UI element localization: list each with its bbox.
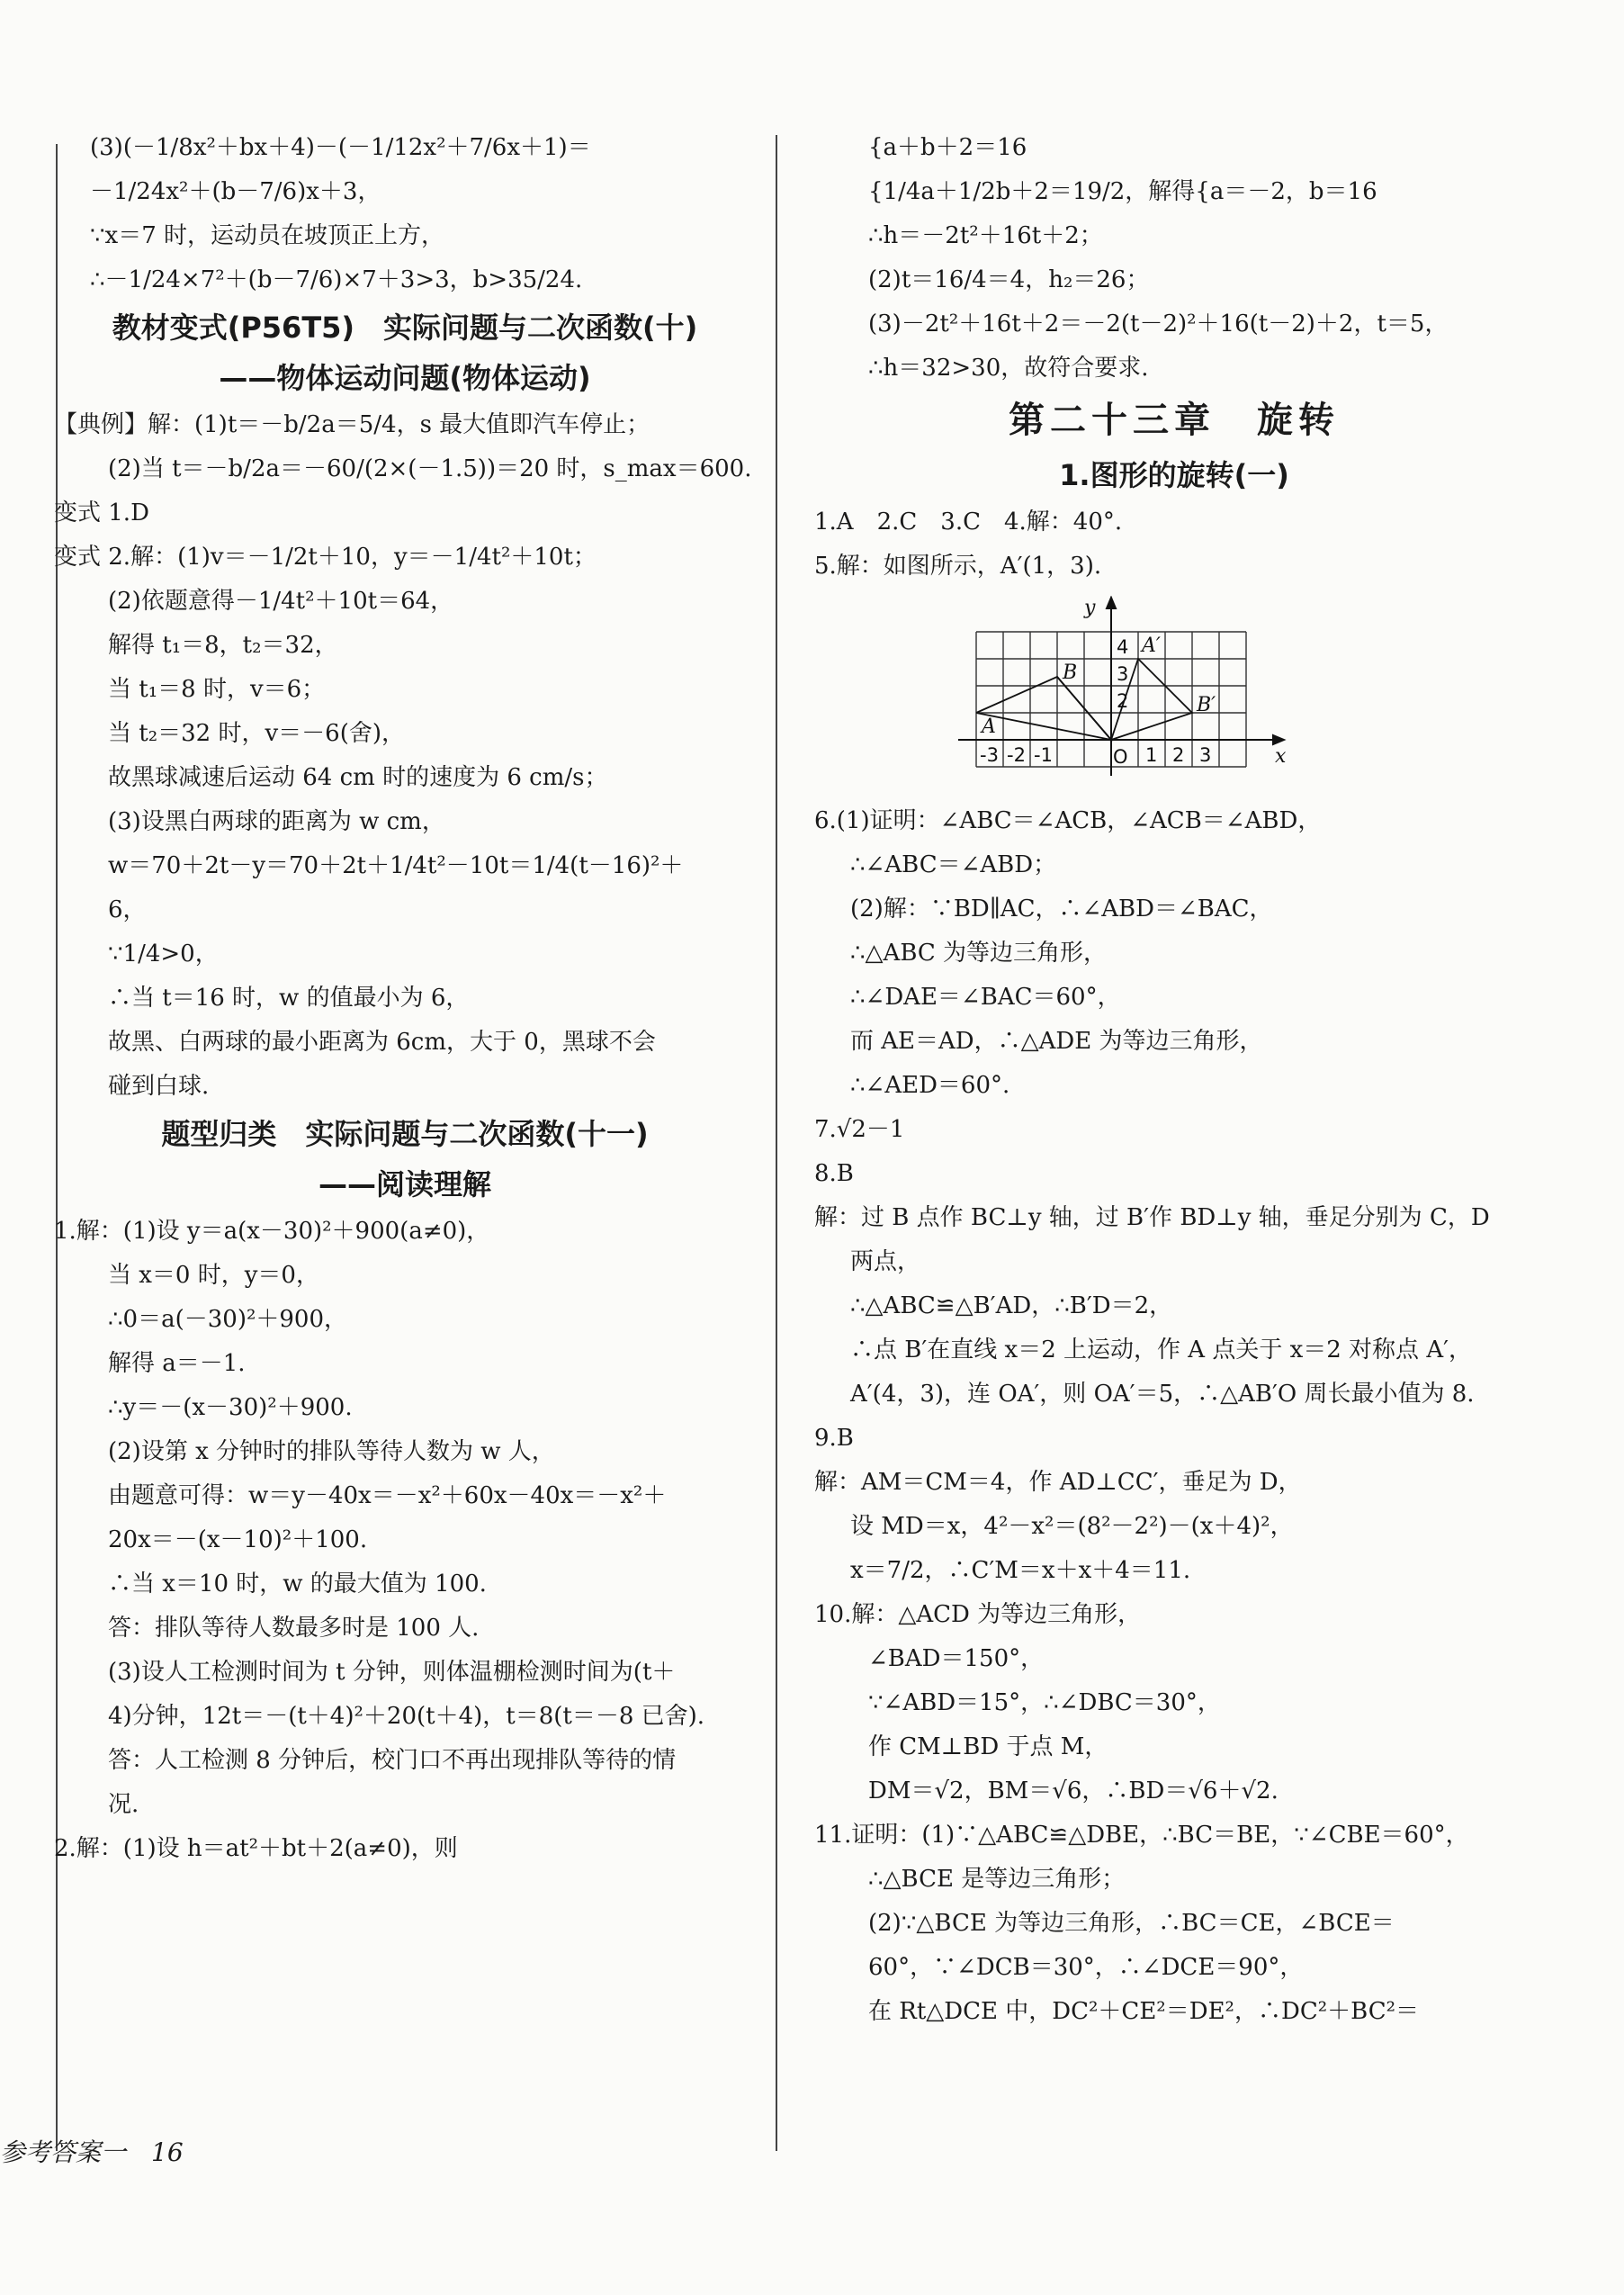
text-line: A′(4，3)，连 OA′，则 OA′＝5，∴△AB′O 周长最小值为 8.	[850, 1381, 1475, 1408]
text-line: 两点，	[850, 1248, 921, 1275]
text-line: ∴y＝－(x－30)²＋900.	[108, 1394, 353, 1421]
text-line: ∴0＝a(－30)²＋900，	[108, 1306, 348, 1333]
section-heading: ——物体运动问题(物体运动)	[219, 361, 591, 395]
right-column	[814, 126, 1534, 2034]
text-line: (2)当 t＝－b/2a＝－60/(2×(－1.5))＝20 时，s_max＝600.	[108, 455, 752, 482]
text-line: 当 t₁＝8 时，v＝6；	[108, 676, 326, 703]
text-line: ∠BAD＝150°，	[868, 1645, 1045, 1672]
axis-label-x: x	[1275, 745, 1287, 768]
section-heading: 题型归类 实际问题与二次函数(十一)	[161, 1117, 649, 1151]
text-line: (2)解：∵BD∥AC，∴∠ABD＝∠BAC，	[850, 896, 1273, 922]
text-line: (2)∵△BCE 为等边三角形，∴BC＝CE，∠BCE＝	[868, 1910, 1395, 1937]
text-line: {1/4a＋1/2b＋2＝19/2，解得{a＝－2，b＝16	[868, 178, 1377, 205]
text-line: DM＝√2，BM＝√6，∴BD＝√6＋√2.	[868, 1778, 1279, 1804]
text-line: 况.	[108, 1791, 139, 1818]
tick-labels	[980, 636, 1211, 768]
text-line: 解：过 B 点作 BC⊥y 轴，过 B′作 BD⊥y 轴，垂足分别为 C，D	[814, 1204, 1490, 1231]
x-tick: 1	[1145, 744, 1158, 766]
coordinate-figure	[949, 596, 1534, 788]
text-line: ∴△ABC 为等边三角形，	[850, 940, 1108, 967]
label-B: B	[1063, 662, 1078, 684]
text-line: ∵1/4>0，	[108, 940, 219, 968]
text-line: 解：AM＝CM＝4，作 AD⊥CC′，垂足为 D，	[814, 1469, 1302, 1496]
text-line: 设 MD＝x，4²－x²＝(8²－2²)－(x＋4)²，	[850, 1513, 1294, 1540]
text-line: 6，	[108, 896, 147, 923]
text-line: (2)依题意得－1/4t²＋10t＝64，	[108, 588, 454, 615]
text-line: (3)－2t²＋16t＋2＝－2(t－2)²＋16(t－2)＋2，t＝5，	[868, 310, 1449, 338]
text-line: ∵∠ABD＝15°，∴∠DBC＝30°，	[868, 1689, 1221, 1716]
page-footer: 参考答案一 16	[0, 2138, 184, 2167]
text-line: ∴∠DAE＝∠BAC＝60°，	[850, 984, 1121, 1011]
rotation-grid-svg	[949, 596, 1291, 785]
section-heading: 教材变式(P56T5) 实际问题与二次函数(十)	[112, 310, 698, 345]
x-tick: 3	[1199, 744, 1212, 766]
text-line: 当 x＝0 时，y＝0，	[108, 1262, 319, 1289]
label-A-prime: A′	[1142, 634, 1161, 657]
x-tick: -2	[1007, 744, 1026, 766]
text-line: ∴当 t＝16 时，w 的值最小为 6，	[108, 985, 470, 1012]
left-column	[54, 126, 756, 1871]
text-line: ∵x＝7 时，运动员在坡顶正上方，	[90, 222, 445, 249]
axis-label-y: y	[1084, 597, 1096, 619]
text-line: 6.(1)证明：∠ABC＝∠ACB，∠ACB＝∠ABD，	[814, 807, 1322, 834]
x-tick: -1	[1034, 744, 1053, 766]
text-line: 4)分钟，12t＝－(t＋4)²＋20(t＋4)，t＝8(t＝－8 已舍).	[108, 1703, 705, 1730]
text-line: ∴h＝－2t²＋16t＋2；	[868, 222, 1103, 249]
text-line: ∴△ABC≌△B′AD，∴B′D＝2，	[850, 1292, 1173, 1319]
text-line: 故黑、白两球的最小距离为 6cm，大于 0，黑球不会	[108, 1029, 656, 1056]
text-line: 解得 t₁＝8，t₂＝32，	[108, 632, 338, 659]
text-line: 变式 2.解：(1)v＝－1/2t＋10，y＝－1/4t²＋10t；	[54, 544, 597, 571]
text-line: ∴∠ABC＝∠ABD；	[850, 851, 1057, 878]
text-line: 8.B	[814, 1160, 854, 1187]
text-line: 答：人工检测 8 分钟后，校门口不再出现排队等待的情	[108, 1747, 677, 1774]
text-line: 当 t₂＝32 时，v＝－6(舍)，	[108, 720, 406, 747]
text-line: 故黑球减速后运动 64 cm 时的速度为 6 cm/s；	[108, 764, 608, 791]
text-line: (2)t＝16/4＝4，h₂＝26；	[868, 266, 1150, 293]
text-line: 1.A 2.C 3.C 4.解：40°.	[814, 508, 1123, 536]
x-tick: -3	[980, 744, 999, 766]
text-line: (3)(－1/8x²＋bx＋4)－(－1/12x²＋7/6x＋1)＝	[90, 134, 591, 161]
text-line: 作 CM⊥BD 于点 M，	[868, 1733, 1108, 1760]
text-line: 在 Rt△DCE 中，DC²＋CE²＝DE²，∴DC²＋BC²＝	[868, 1998, 1420, 2025]
text-line: ∴△BCE 是等边三角形；	[868, 1866, 1126, 1893]
text-line: ∴h＝32>30，故符合要求.	[868, 355, 1149, 382]
text-line: 9.B	[814, 1425, 854, 1452]
text-line: (3)设人工检测时间为 t 分钟，则体温棚检测时间为(t＋	[108, 1659, 676, 1686]
x-tick: 2	[1172, 744, 1185, 766]
text-line: x＝7/2，∴C′M＝x＋x＋4＝11.	[850, 1557, 1191, 1584]
text-line: ∴点 B′在直线 x＝2 上运动，作 A 点关于 x＝2 对称点 A′，	[850, 1336, 1472, 1364]
text-line: ∴当 x＝10 时，w 的最大值为 100.	[108, 1570, 487, 1598]
column-divider	[776, 135, 777, 2151]
text-line: 【典例】解：(1)t＝－b/2a＝5/4，s 最大值即汽车停止；	[54, 411, 650, 438]
text-line: 10.解：△ACD 为等边三角形，	[814, 1601, 1142, 1628]
y-tick: 3	[1117, 663, 1129, 685]
text-line: (2)设第 x 分钟时的排队等待人数为 w 人，	[108, 1438, 555, 1465]
text-line: 碰到白球.	[108, 1073, 210, 1100]
text-line: 变式 1.D	[54, 500, 149, 526]
text-line: ∴∠AED＝60°.	[850, 1072, 1010, 1099]
text-line: －1/24x²＋(b－7/6)x＋3，	[90, 178, 381, 205]
chapter-title: 第二十三章 旋转	[1009, 400, 1340, 441]
text-line: 11.证明：(1)∵△ABC≌△DBE，∴BC＝BE，∵∠CBE＝60°，	[814, 1822, 1469, 1849]
label-B-prime: B′	[1197, 694, 1216, 716]
text-line: 而 AE＝AD，∴△ADE 为等边三角形，	[850, 1028, 1263, 1055]
y-tick: 2	[1117, 690, 1129, 712]
text-line: w＝70＋2t－y＝70＋2t＋1/4t²－10t＝1/4(t－16)²＋	[108, 852, 684, 879]
text-line: 60°，∵∠DCB＝30°，∴∠DCE＝90°，	[868, 1954, 1304, 1981]
text-line: 5.解：如图所示，A′(1，3).	[814, 553, 1102, 580]
text-line: (3)设黑白两球的距离为 w cm，	[108, 808, 445, 835]
text-line: 1.解：(1)设 y＝a(x－30)²＋900(a≠0)，	[54, 1218, 490, 1245]
text-line: 20x＝－(x－10)²＋100.	[108, 1526, 368, 1553]
y-tick: 4	[1117, 636, 1129, 658]
text-line: 由题意可得：w＝y－40x＝－x²＋60x－40x＝－x²＋	[108, 1482, 667, 1509]
text-line: 7.√2－1	[814, 1116, 905, 1143]
label-A: A	[982, 716, 996, 738]
text-line: {a＋b＋2＝16	[868, 134, 1027, 161]
text-line: 答：排队等待人数最多时是 100 人.	[108, 1615, 480, 1642]
section-heading: 1.图形的旋转(一)	[1059, 458, 1289, 492]
text-line: 2.解：(1)设 h＝at²＋bt＋2(a≠0)，则	[54, 1835, 458, 1862]
x-tick: O	[1113, 746, 1128, 768]
section-heading: ——阅读理解	[318, 1167, 491, 1202]
text-line: ∴－1/24×7²＋(b－7/6)×7＋3>3，b>35/24.	[90, 266, 583, 293]
text-line: 解得 a＝－1.	[108, 1350, 246, 1377]
